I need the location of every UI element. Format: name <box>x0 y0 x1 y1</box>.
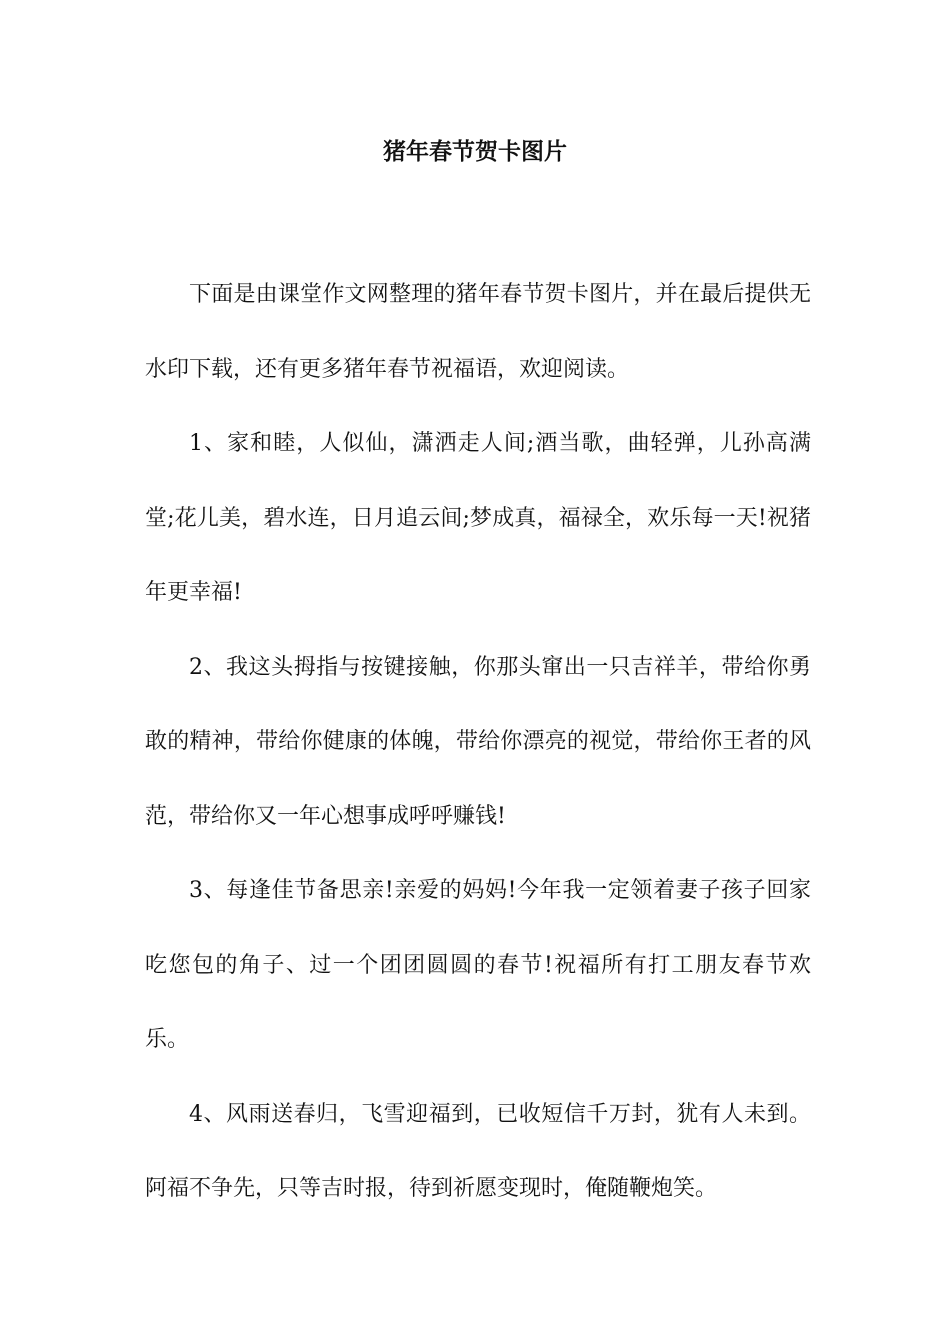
document-body <box>145 258 811 1227</box>
greeting-paragraph-4: 4、风雨送春归，飞雪迎福到，已收短信千万封，犹有人未到。阿福不争先，只等吉时报，待到祈愿变现时，俺随鞭炮笑。 <box>145 1101 811 1201</box>
intro-paragraph: 下面是由课堂作文网整理的猪年春节贺卡图片，并在最后提供无水印下载，还有更多猪年春节祝福语，欢迎阅读。 <box>145 282 811 382</box>
greeting-paragraph-3: 3、每逢佳节备思亲!亲爱的妈妈!今年我一定领着妻子孩子回家吃您包的角子、过一个团团圆圆的春节!祝福所有打工朋友春节欢乐。 <box>145 878 811 1052</box>
document-title: 猪年春节贺卡图片 <box>383 138 567 165</box>
greeting-paragraph-2: 2、我这头拇指与按键接触，你那头窜出一只吉祥羊，带给你勇敢的精神，带给你健康的体魄，带给你漂亮的视觉，带给你王者的风范，带给你又一年心想事成呼呼赚钱! <box>145 654 811 829</box>
greeting-paragraph-1: 1、家和睦，人似仙，潇洒走人间;酒当歌，曲轻弹，儿孙高满堂;花儿美，碧水连，日月追云间;梦成真，福禄全，欢乐每一天!祝猪年更幸福! <box>145 431 811 605</box>
